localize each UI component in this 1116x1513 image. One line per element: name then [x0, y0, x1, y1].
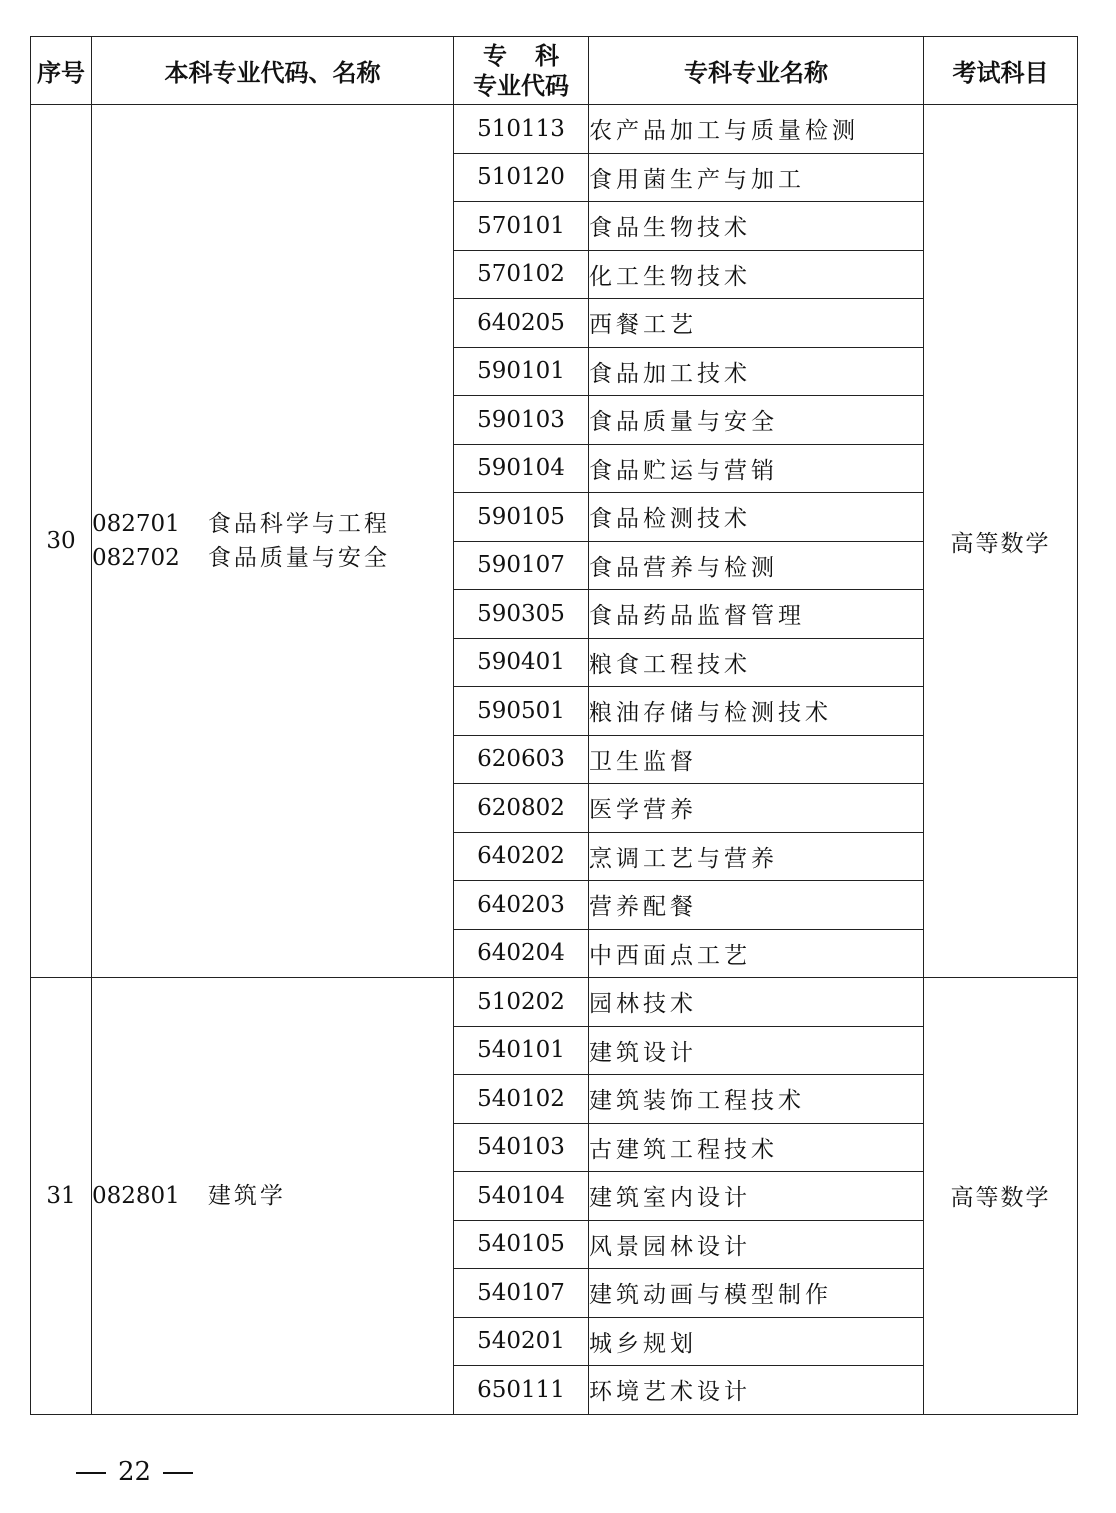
- zhuanke-name: 食用菌生产与加工: [589, 153, 924, 202]
- zhuanke-code: 540201: [454, 1317, 589, 1366]
- bachelor-major: [92, 1179, 453, 1213]
- table-header-row: [31, 37, 1078, 105]
- zhuanke-code: 590101: [454, 347, 589, 396]
- zhuanke-code: 540101: [454, 1026, 589, 1075]
- zhuanke-name: 粮油存储与检测技术: [589, 687, 924, 736]
- footer-dash-left: [76, 1472, 106, 1474]
- zhuanke-code: 540104: [454, 1172, 589, 1221]
- zhuanke-name: 卫生监督: [589, 735, 924, 784]
- zhuanke-name: 粮食工程技术: [589, 638, 924, 687]
- bachelor-name: 食品科学与工程: [207, 511, 390, 537]
- header-subject: 考试科目: [924, 37, 1078, 105]
- zhuanke-name: 建筑设计: [589, 1026, 924, 1075]
- header-zhuanke-code-line2: 专业代码: [473, 71, 569, 100]
- zhuanke-code: 650111: [454, 1366, 589, 1415]
- zhuanke-name: 烹调工艺与营养: [589, 832, 924, 881]
- table-row: [31, 978, 1078, 1027]
- zhuanke-name: 古建筑工程技术: [589, 1123, 924, 1172]
- zhuanke-name: 食品加工技术: [589, 347, 924, 396]
- zhuanke-name: 农产品加工与质量检测: [589, 105, 924, 154]
- zhuanke-name: 建筑室内设计: [589, 1172, 924, 1221]
- zhuanke-name: 医学营养: [589, 784, 924, 833]
- zhuanke-code: 590104: [454, 444, 589, 493]
- zhuanke-name: 营养配餐: [589, 881, 924, 930]
- zhuanke-name: 食品质量与安全: [589, 396, 924, 445]
- exam-subject: 高等数学: [924, 978, 1078, 1415]
- zhuanke-code: 510202: [454, 978, 589, 1027]
- zhuanke-code: 640204: [454, 929, 589, 978]
- bachelor-name: 建筑学: [207, 1182, 286, 1209]
- zhuanke-code: 620802: [454, 784, 589, 833]
- zhuanke-name: 食品检测技术: [589, 493, 924, 542]
- zhuanke-name: 西餐工艺: [589, 299, 924, 348]
- zhuanke-code: 590105: [454, 493, 589, 542]
- table-row: [31, 105, 1078, 154]
- zhuanke-code: 540102: [454, 1075, 589, 1124]
- zhuanke-name: 环境艺术设计: [589, 1366, 924, 1415]
- zhuanke-code: 590107: [454, 541, 589, 590]
- zhuanke-code: 510120: [454, 153, 589, 202]
- zhuanke-code: 620603: [454, 735, 589, 784]
- bachelor-code: 082801: [92, 1182, 180, 1209]
- zhuanke-name: 食品生物技术: [589, 202, 924, 251]
- header-zhuanke-code: [454, 37, 589, 105]
- zhuanke-code: 540107: [454, 1269, 589, 1318]
- major-table: [30, 36, 1078, 1415]
- footer-dash-right: [163, 1472, 193, 1474]
- zhuanke-code: 640203: [454, 881, 589, 930]
- bachelor-code: 082702: [92, 545, 180, 571]
- zhuanke-name: 建筑动画与模型制作: [589, 1269, 924, 1318]
- group-seq: 31: [31, 978, 92, 1415]
- zhuanke-name: 中西面点工艺: [589, 929, 924, 978]
- zhuanke-code: 590401: [454, 638, 589, 687]
- zhuanke-name: 建筑装饰工程技术: [589, 1075, 924, 1124]
- page-footer: [64, 1457, 205, 1487]
- zhuanke-code: 570102: [454, 250, 589, 299]
- exam-subject: 高等数学: [924, 105, 1078, 978]
- zhuanke-code: 570101: [454, 202, 589, 251]
- bachelor-major: [92, 541, 453, 575]
- zhuanke-code: 640202: [454, 832, 589, 881]
- bachelor-major-cell: [92, 978, 454, 1415]
- bachelor-major-cell: [92, 105, 454, 978]
- zhuanke-name: 化工生物技术: [589, 250, 924, 299]
- zhuanke-code: 540105: [454, 1220, 589, 1269]
- zhuanke-code: 640205: [454, 299, 589, 348]
- zhuanke-name: 园林技术: [589, 978, 924, 1027]
- header-zhuanke-code-line1: 专科: [483, 41, 587, 70]
- group-seq: 30: [31, 105, 92, 978]
- header-bachelor: 本科专业代码、名称: [92, 37, 454, 105]
- table-body: [31, 105, 1078, 1415]
- zhuanke-code: 590501: [454, 687, 589, 736]
- bachelor-code: 082701: [92, 511, 180, 537]
- bachelor-name: 食品质量与安全: [207, 545, 390, 571]
- header-seq: 序号: [31, 37, 92, 105]
- zhuanke-code: 510113: [454, 105, 589, 154]
- zhuanke-code: 540103: [454, 1123, 589, 1172]
- zhuanke-name: 城乡规划: [589, 1317, 924, 1366]
- header-zhuanke-name: 专科专业名称: [589, 37, 924, 105]
- page-number: 22: [118, 1457, 152, 1487]
- zhuanke-name: 食品药品监督管理: [589, 590, 924, 639]
- zhuanke-name: 风景园林设计: [589, 1220, 924, 1269]
- zhuanke-name: 食品营养与检测: [589, 541, 924, 590]
- zhuanke-code: 590305: [454, 590, 589, 639]
- zhuanke-code: 590103: [454, 396, 589, 445]
- zhuanke-name: 食品贮运与营销: [589, 444, 924, 493]
- bachelor-major: [92, 507, 453, 541]
